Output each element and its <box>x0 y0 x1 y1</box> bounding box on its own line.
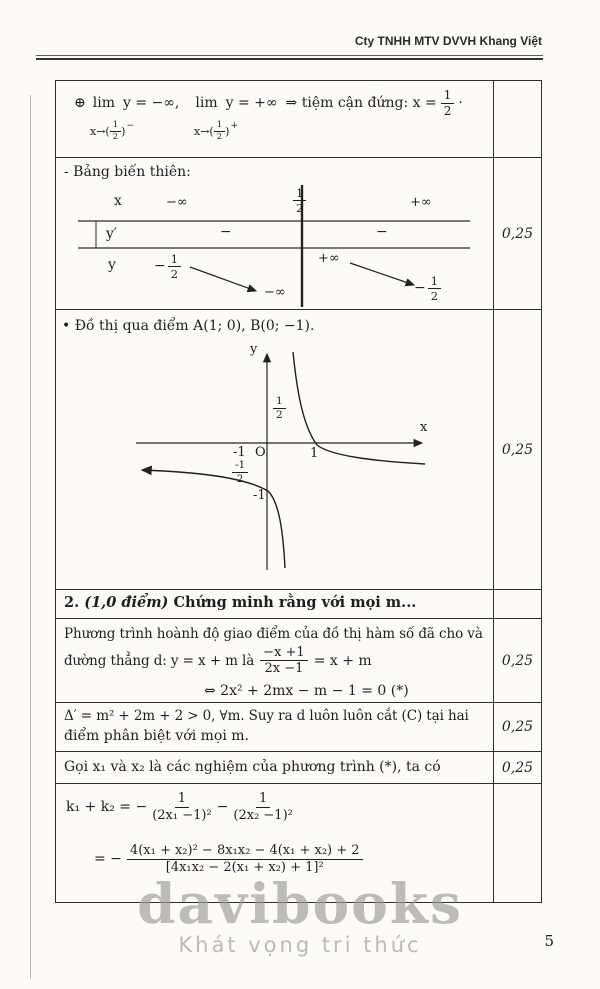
lim2-op: lim <box>195 95 218 112</box>
score-cell: 0,25 <box>493 619 541 703</box>
lim1-result: y = −∞, <box>122 95 180 112</box>
end-dot: · <box>458 95 463 112</box>
graph-neg-half-fraction: -1 2 <box>232 460 248 485</box>
bbt-x-half-fraction: 1 2 <box>293 187 306 214</box>
graph-caption: • Đồ thị qua điểm A(1; 0), B(0; −1). <box>62 318 315 335</box>
row-slopes <box>56 784 541 902</box>
graph-x-1-label: 1 <box>310 446 319 462</box>
bbt-y-right-top-value: +∞ <box>318 250 340 266</box>
bbt-x-pos-inf: +∞ <box>410 194 432 210</box>
score-cell <box>493 590 541 618</box>
header-rule-bottom <box>36 58 543 60</box>
part2-title: Chứng minh rằng với mọi m... <box>173 593 417 611</box>
intersect-line3: ⇔ 2x² + 2mx − m − 1 = 0 (*) <box>204 682 409 699</box>
page-number: 5 <box>544 932 554 950</box>
graph-y-axis-label: y <box>250 342 258 358</box>
bbt-label: - Bảng biến thiên: <box>64 163 191 180</box>
plus-superscript: + <box>230 121 238 132</box>
score-cell: 0,25 <box>493 310 541 588</box>
score-cell <box>493 81 541 157</box>
scan-edge-line <box>30 95 31 979</box>
oplus-icon: ⊕ <box>74 95 86 112</box>
fraction-one-half: 1 2 <box>214 121 225 142</box>
graph-half-fraction: 1 2 <box>273 396 286 421</box>
solution-table <box>55 80 542 903</box>
graph-y-neg1-label: -1 <box>253 488 266 504</box>
rational-fraction: $\frac{-x +1}{2x -1}$ <box>260 646 308 676</box>
part2-number: 2. <box>64 593 80 611</box>
row-variation-table <box>56 158 541 311</box>
bbt-yprime-sign-left: − <box>220 223 232 240</box>
bbt-x-label: x <box>114 192 122 209</box>
graph-origin-label: O <box>255 445 266 461</box>
graph-x-neg1-label: -1 <box>233 445 246 461</box>
roots-line: Gọi x₁ và x₂ là các nghiệm của phương trình (*), ta có <box>64 759 441 776</box>
fraction-one-half: 1 2 <box>110 121 121 142</box>
header-rule-top <box>36 55 543 56</box>
delta-line1: Δ′ = m² + 2m + 2 > 0, ∀m. Suy ra d luôn luôn cắt (C) tại hai <box>64 708 469 725</box>
score-cell: 0,25 <box>493 703 541 751</box>
graph-x-axis-label: x <box>420 420 428 436</box>
slope-fraction-1: $\frac{1}{\text{(2x₁ −1)²}}$ <box>152 791 212 823</box>
graph-svg <box>132 344 432 574</box>
part2-weight: (1,0 điểm) <box>84 593 169 611</box>
limits-line <box>74 89 463 117</box>
intersect-line2: đường thẳng d: y = x + m là $\frac{-x +1}{2x -1}$ = x + m <box>64 644 372 677</box>
bbt-y-left-top-value: − $\frac{1}{2}$ <box>154 253 181 280</box>
score-cell: 0,25 <box>493 752 541 783</box>
fraction-one-half: $\frac{1}{2}$ <box>441 89 455 117</box>
delta-line2: điểm phân biệt với mọi m. <box>64 728 249 745</box>
bbt-y-label: y <box>108 256 116 273</box>
intersect-line1: Phương trình hoành độ giao điểm của đồ thị hàm số đã cho và <box>64 625 483 642</box>
part2-heading <box>64 594 416 611</box>
minus-superscript: − <box>126 121 134 132</box>
score-cell: 0,25 <box>493 158 541 310</box>
bbt-yprime-label: y′ <box>106 225 118 242</box>
row-delta <box>56 703 541 752</box>
row-limits <box>56 81 541 158</box>
bbt-y-left-bottom-value: −∞ <box>264 284 286 300</box>
lim2-result: y = +∞ <box>225 95 278 112</box>
variation-table <box>78 185 470 307</box>
watermark-slogan: Khát vọng tri thức <box>178 933 422 957</box>
watermark-brand: davibooks <box>137 871 463 936</box>
slopes-line1: k₁ + k₂ = − $\frac{1}{\text{(2x₁ −1)²}}$ − $\frac{1}{\text{(2x₂ −1)²}}$ <box>66 791 293 823</box>
bbt-x-neg-inf: −∞ <box>166 194 188 210</box>
row-graph <box>56 310 541 589</box>
bbt-y-right-bottom-value: − $\frac{1}{2}$ <box>414 275 441 302</box>
bbt-yprime-sign-right: − <box>376 223 388 240</box>
score-cell <box>493 784 541 902</box>
slopes-line2: = − $\frac{\text{4(x₁ + x₂)² − 8x₁x₂ − 4(x₁ + x₂) + 2}}{\text{[4x₁x₂ − 2(x₁ + x₂) + 1]²}}$ <box>94 844 368 874</box>
row-part2-heading <box>56 590 541 619</box>
asymptote-conclusion: ⇒ tiệm cận đứng: x = <box>285 95 437 112</box>
slope-fraction-2: $\frac{1}{\text{(2x₂ −1)²}}$ <box>233 791 293 823</box>
lim1-subscript: x→( 1 2 ) − <box>90 120 134 142</box>
slope-fraction-3: $\frac{\text{4(x₁ + x₂)² − 8x₁x₂ − 4(x₁ + x₂) + 2}}{\text{[4x₁x₂ − 2(x₁ + x₂) + 1]²}}$ <box>127 844 363 874</box>
row-intersection <box>56 619 541 704</box>
lim1-op: lim <box>92 95 115 112</box>
publisher-name: Cty TNHH MTV DVVH Khang Việt <box>354 34 542 48</box>
row-roots <box>56 752 541 784</box>
lim2-subscript: x→( 1 2 ) + <box>194 120 238 142</box>
function-graph <box>132 344 432 574</box>
